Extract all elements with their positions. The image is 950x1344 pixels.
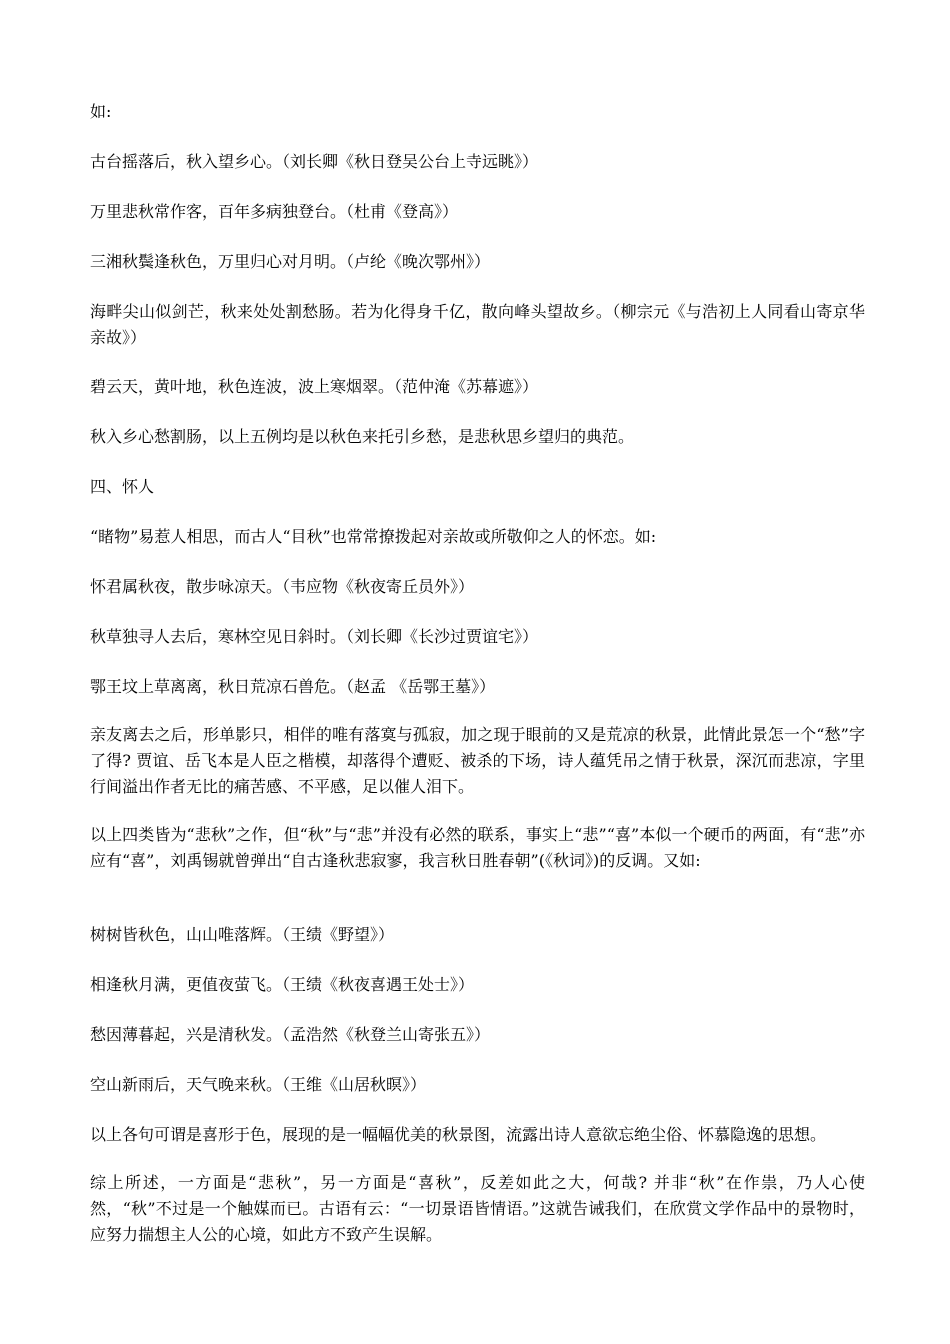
paragraph-body: 亲友离去之后，形单影只，相伴的唯有落寞与孤寂，加之现于眼前的又是荒凉的秋景，此情此景怎一个“愁”字了得? 贾谊、岳飞本是人臣之楷模，却落得个遭贬、被杀的下场，诗人蕴凭吊之情于秋景，深沉而悲凉，字里行间溢出作者无比的痛苦感、不平感，足以催人泪下。 <box>90 725 865 796</box>
paragraph-conclusion: 综上所述，一方面是“悲秋”，另一方面是“喜秋”，反差如此之大，何哉? 并非“秋”在作祟，乃人心使然，“秋”不过是一个触媒而已。古语有云：“一切景语皆情语。”这就告诫我们，在欣赏文学作品中的景物时，应努力揣想主人公的心境，如此方不致产生误解。 <box>90 1173 865 1244</box>
paragraph-intro: 如: <box>90 102 112 121</box>
poem-line: 怀君属秋夜，散步咏凉天。（韦应物《秋夜寄丘员外》） <box>90 577 475 596</box>
poem-line: 碧云天，黄叶地，秋色连波，波上寒烟翠。（范仲淹《苏幕遮》） <box>90 377 539 396</box>
poem-line: 万里悲秋常作客，百年多病独登台。（杜甫《登高》） <box>90 202 459 221</box>
poem-line: 三湘秋鬓逢秋色，万里归心对月明。（卢纶《晚次鄂州》） <box>90 252 491 271</box>
poem-line: 鄂王坟上草离离，秋日荒凉石兽危。（赵孟 《岳鄂王墓》） <box>90 677 496 696</box>
poem-line: 相逢秋月满，更值夜萤飞。（王绩《秋夜喜遇王处士》） <box>90 975 475 994</box>
paragraph-body: 以上四类皆为“悲秋”之作，但“秋”与“悲”并没有必然的联系，事实上“悲”“喜”本似一个硬币的两面，有“悲”亦应有“喜”，刘禹锡就曾弹出“自古逢秋悲寂寥，我言秋日胜春朝”(《秋词》)的反调。又如: <box>90 825 865 870</box>
paragraph-body: 以上各句可谓是喜形于色，展现的是一幅幅优美的秋景图，流露出诗人意欲忘绝尘俗、怀慕隐逸的思想。 <box>90 1125 827 1144</box>
poem-line: 海畔尖山似剑芒，秋来处处割愁肠。若为化得身千亿，散向峰头望故乡。（柳宗元《与浩初上人同看山寄京华亲故》） <box>90 302 865 347</box>
paragraph-summary: 秋入乡心愁割肠，以上五例均是以秋色来托引乡愁，是悲秋思乡望归的典范。 <box>90 427 635 446</box>
poem-line: 树树皆秋色，山山唯落辉。（王绩《野望》） <box>90 925 395 944</box>
poem-line: 秋草独寻人去后，寒林空见日斜时。（刘长卿《长沙过贾谊宅》） <box>90 627 539 646</box>
poem-line: 空山新雨后，天气晚来秋。（王维《山居秋暝》） <box>90 1075 427 1094</box>
paragraph-body: “睹物”易惹人相思，而古人“目秋”也常常撩拨起对亲故或所敬仰之人的怀恋。如: <box>90 527 657 546</box>
poem-line: 古台摇落后，秋入望乡心。（刘长卿《秋日登吴公台上寺远眺》） <box>90 152 539 171</box>
poem-line: 愁因薄暮起，兴是清秋发。（孟浩然《秋登兰山寄张五》） <box>90 1025 491 1044</box>
section-heading: 四、怀人 <box>90 477 155 496</box>
